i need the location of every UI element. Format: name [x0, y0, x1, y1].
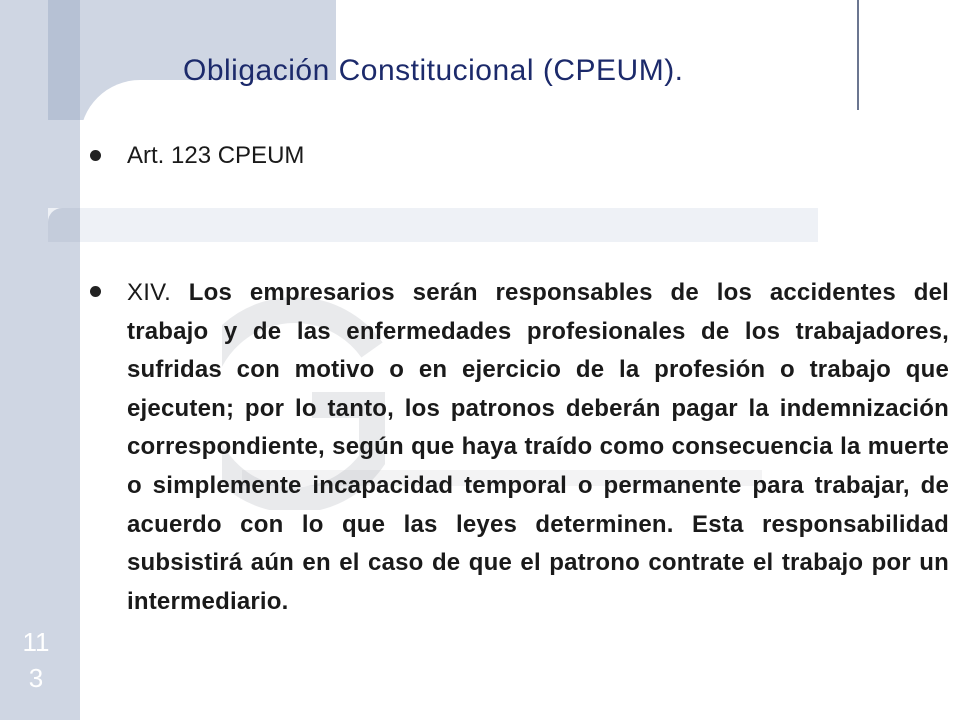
bullet-item [90, 274, 950, 621]
top-frame-accent [48, 0, 80, 120]
article-body: Los empresarios serán responsables de los accidentes del trabajo y de las enfermedades profesionales de los trabajadores, sufridas con motivo o en ejercicio de la profesión o trabajo que ejecuten; por lo tanto, los patronos deberán pagar la indemnización correspondiente, según que haya traído como consecuencia la muerte o simplemente incapacidad temporal o permanente para trabajar, de acuerdo con lo que las leyes determinen. Esta responsabilidad subsistirá aún en el caso de que el patrono contrate el trabajo por un intermediario. [127, 279, 949, 615]
bullet-text: Art. 123 CPEUM [127, 142, 305, 169]
title-divider-line [857, 0, 859, 110]
separator-band-accent [48, 208, 80, 242]
article-number: XIV. [127, 279, 171, 306]
article-paragraph [127, 274, 949, 621]
slide-number: 113 [22, 627, 50, 693]
bullet-item [90, 138, 304, 174]
bullet-dot-icon [90, 150, 101, 161]
bullet-dot-icon [90, 286, 101, 297]
slide-title: Obligación Constitucional (CPEUM). [183, 54, 684, 87]
separator-band [48, 208, 818, 242]
